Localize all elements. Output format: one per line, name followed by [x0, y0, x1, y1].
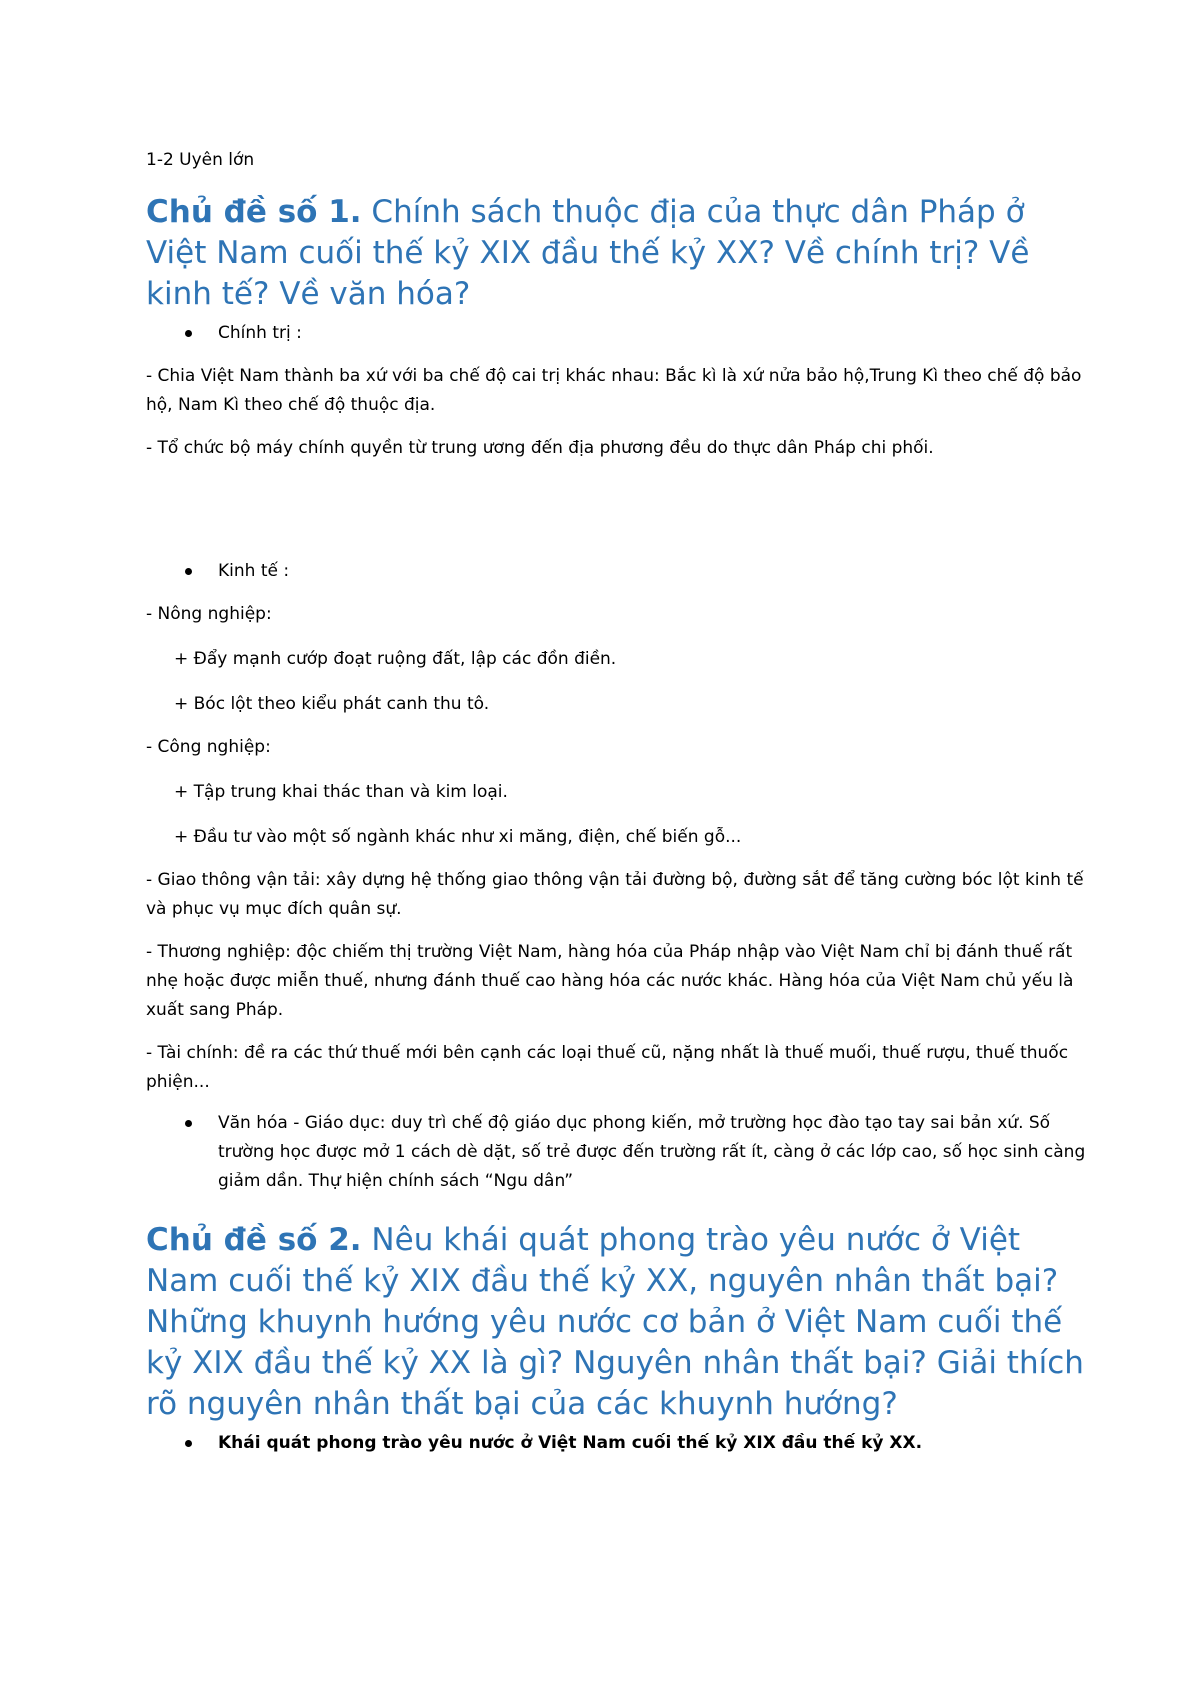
politics-item: - Tổ chức bộ máy chính quyền từ trung ương đến địa phương đều do thực dân Pháp chi phối.: [146, 438, 934, 458]
bullet-dot-icon: [185, 330, 192, 337]
bullet-dot-icon: [185, 568, 192, 575]
politics-item: - Chia Việt Nam thành ba xứ với ba chế độ cai trị khác nhau: Bắc kì là xứ nửa bảo hộ,Trung Kì theo chế độ bảo hộ, Nam Kì theo chế độ thuộc địa.: [146, 366, 1082, 415]
document-header: 1-2 Uyên lớn: [146, 150, 255, 170]
industry-item: + Tập trung khai thác than và kim loại.: [174, 782, 508, 802]
economy-heading: Kinh tế :: [218, 561, 290, 581]
topic-2-title: Nêu khái quát phong trào yêu nước ở Việt Nam cuối thế kỷ XIX đầu thế kỷ XX, nguyên nhân thất bại? Những khuynh hướng yêu nước cơ bản ở Việt Nam cuối thế kỷ XIX đầu thế kỷ XX là gì? Nguyên nhân thất bại? Giải thích rõ nguyên nhân thất bại của các khuynh hướng?: [146, 1222, 1084, 1422]
topic-2-label: Chủ đề số 2.: [146, 1222, 362, 1258]
culture-bullet: [146, 1109, 1090, 1196]
spacer: [146, 463, 1090, 553]
transport-paragraph: - Giao thông vận tải: xây dựng hệ thống giao thông vận tải đường bộ, đường sắt để tăng cường bóc lột kinh tế và phục vụ mục đích quân sự.: [146, 870, 1084, 919]
agriculture-item: + Bóc lột theo kiểu phát canh thu tô.: [174, 694, 490, 714]
economy-bullet: [146, 557, 1090, 586]
finance-paragraph: - Tài chính: đề ra các thứ thuế mới bên cạnh các loại thuế cũ, nặng nhất là thuế muối, thuế rượu, thuế thuốc phiện...: [146, 1043, 1069, 1092]
overview-bullet: [146, 1429, 1090, 1458]
industry-heading: - Công nghiệp:: [146, 737, 271, 757]
topic-1-heading: [146, 192, 1090, 315]
topic-2-heading: [146, 1220, 1090, 1425]
topic-1-label: Chủ đề số 1.: [146, 194, 362, 230]
agriculture-item: + Đẩy mạnh cướp đoạt ruộng đất, lập các đồn điền.: [174, 649, 617, 669]
agriculture-heading: - Nông nghiệp:: [146, 604, 272, 624]
industry-item: + Đầu tư vào một số ngành khác như xi măng, điện, chế biến gỗ...: [174, 827, 742, 847]
bullet-dot-icon: [185, 1120, 192, 1127]
culture-text: Văn hóa - Giáo dục: duy trì chế độ giáo dục phong kiến, mở trường học đào tạo tay sai bản xứ. Số trường học được mở 1 cách dè dặt, số trẻ được đến trường rất ít, càng ở các lớp cao, số học sinh càng giảm dần. Thự hiện chính sách “Ngu dân”: [218, 1113, 1086, 1191]
overview-heading: Khái quát phong trào yêu nước ở Việt Nam cuối thế kỷ XIX đầu thế kỷ XX.: [218, 1433, 923, 1453]
politics-heading: Chính trị :: [218, 323, 302, 343]
politics-bullet: [146, 319, 1090, 348]
bullet-dot-icon: [185, 1440, 192, 1447]
commerce-paragraph: - Thương nghiệp: độc chiếm thị trường Việt Nam, hàng hóa của Pháp nhập vào Việt Nam chỉ bị đánh thuế rất nhẹ hoặc được miễn thuế, nhưng đánh thuế cao hàng hóa các nước khác. Hàng hóa của Việt Nam chủ yếu là xuất sang Pháp.: [146, 942, 1074, 1020]
topic-1-title: Chính sách thuộc địa của thực dân Pháp ở Việt Nam cuối thế kỷ XIX đầu thế kỷ XX? Về chính trị? Về kinh tế? Về văn hóa?: [146, 194, 1030, 312]
